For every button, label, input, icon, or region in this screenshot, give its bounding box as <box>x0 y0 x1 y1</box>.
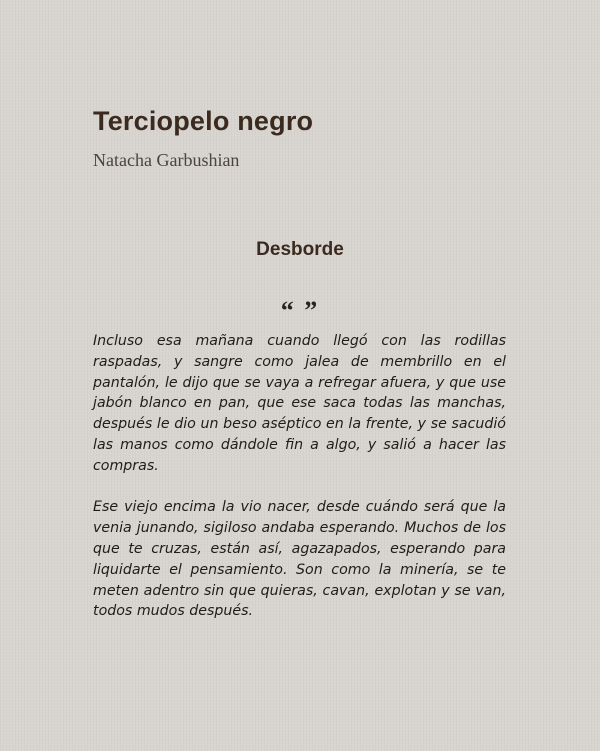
excerpt-paragraph: Incluso esa mañana cuando llegó con las rodillas raspadas, y sangre como jalea de membrillo en el pantalón, le dijo que se vaya a refregar afuera, y que use jabón blanco en pan, que ese saca todas las manchas, después le dio un beso aséptico en la frente, y se sacudió las manos como dándole fin a algo, y salió a hacer las compras. <box>93 333 506 474</box>
section-heading: Desborde <box>256 239 344 260</box>
book-title: Terciopelo negro <box>93 106 314 136</box>
excerpt-paragraph: Ese viejo encima la vio nacer, desde cuándo será que la venia junando, sigiloso andaba esperando. Muchos de los que te cruzas, están así, agazapados, esperando para liquidarte el pensamiento. Son como la minería, se te meten adentro sin que quieras, cavan, explotan y se van, todos mudos después. <box>93 499 506 620</box>
quote-marks-icon: “ ” <box>280 296 320 325</box>
excerpt-body <box>93 331 506 643</box>
author-name: Natacha Garbushian <box>93 150 240 170</box>
